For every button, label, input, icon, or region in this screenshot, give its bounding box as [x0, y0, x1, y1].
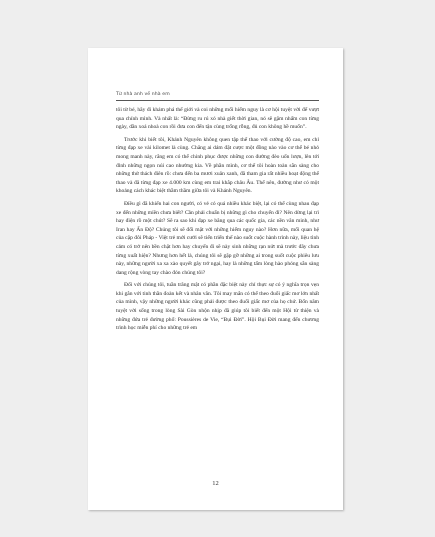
paragraph: tôi từ bé, hãy đi khám phá thế giới và coi những mối hiểm nguy là cơ hội tuyệt vời để vượt qua chính mình. Và nhất là: “Đừng ru rú xó nhà giết thời gian, nó sẽ gặm nhấm con từng ngày, dần xoá nhoà con rồi đưa con đến tận cùng trống rỗng, đủ con không hề muốn”. [116, 107, 319, 131]
paragraph: Đối với chúng tôi, tuần trăng mật có phần đặc biệt này chỉ thực sự có ý nghĩa trọn vẹn khi gắn với tinh thần đoàn kết và nhân văn. Tôi may mắn có thể theo đuổi giấc mơ lớn nhất của mình, vậy những người khác cũng phải được theo đuổi giấc mơ của họ chứ. Bốn năm tuyệt vời sống trong lòng Sài Gòn nhộn nhịp đã giúp tôi biết đến một Hội từ thiện và những đứa trẻ đường phố: Poussières de Vie, “Bụi Đời”. Hội Bụi Đời mang đến chương trình học miễn phí cho những trẻ em [116, 282, 319, 332]
running-head: Từ nhà anh về nhà em [116, 92, 170, 97]
paragraph: Trước khi biết tôi, Khánh Nguyên không quen tập thể thao với cường độ cao, em chỉ từng đạp xe vài kilomet là cùng. Chẳng ai dám đặt cược một đồng nào vào cơ thể bé nhỏ mong manh này, rằng em có thể chinh phục được những con đường đèo uốn lượn, lên tới đỉnh những ngọn núi cao nhường kia. Về phần mình, cơ thể tôi hoàn toàn sẵn sàng cho những thử thách điên rồ: chưa đến ba mươi xuân xanh, đã tham gia rất nhiều hoạt động thể thao và đã từng đạp xe 4.000 km cùng em trai khắp châu Âu. Thế nên, đường như có một khoảng cách khác biệt thầm thầm giữa tôi và Khánh Nguyên. [116, 136, 319, 195]
body-text [116, 106, 319, 337]
header-rule [116, 100, 319, 101]
page-number: 12 [212, 480, 219, 487]
book-page [88, 48, 343, 510]
paragraph: Điều gì đã khiến hai con người, có vẻ có quá nhiều khác biệt, lại có thể cùng nhau đạp xe đến những miền chưa biết? Cần phải chuẩn bị những gì cho chuyến đi? Nên dừng lại trì hay điện rồ một chút? Sẽ ra sao khi đạp xe băng qua các quốc gia, các nền văn minh, như Iran hay Ấn Độ? Chúng tôi sẽ đối mặt với những hiểm nguy nào? Hơn nữa, mối quan hệ của cặp đôi Pháp - Việt trẻ mới cưới sẽ tiến triển thế nào suốt cuộc hành trình này, liệu tình cảm có trở nên bền chặt hơn hay chuyến đi sẽ này sinh những rạn nứt mà trước đây chưa từng xuất hiện? Nhưng hơn hết là, chúng tôi sẽ gặp gỡ những ai trong suốt cuộc phiêu lưu này, những người xa xa xào quyết gây trở ngại, hay là những tấm lòng hào phóng sẵn sàng dang rộng vòng tay chào đón chúng tôi? [116, 200, 319, 276]
